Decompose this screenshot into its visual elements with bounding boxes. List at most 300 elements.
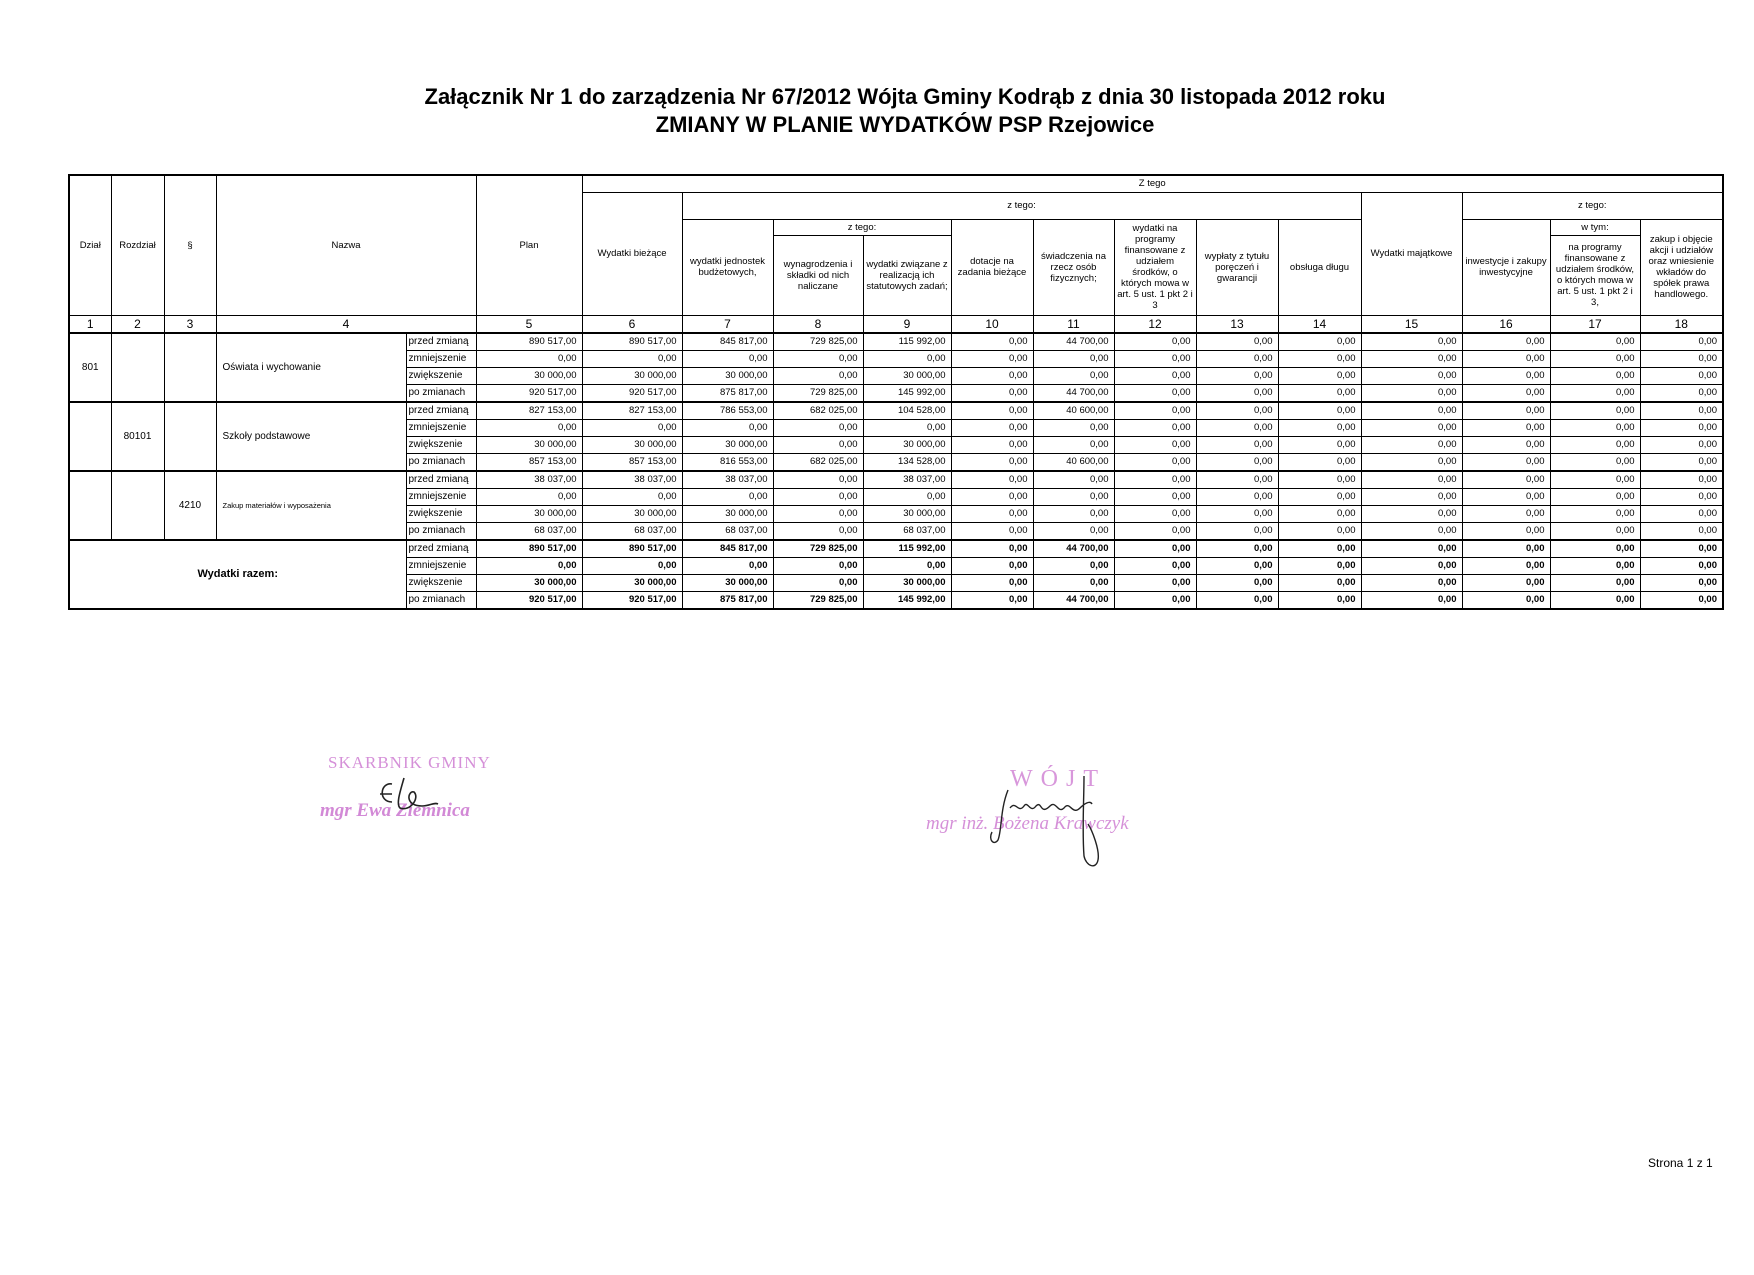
- value-cell: 0,00: [1196, 333, 1278, 351]
- value-cell: 0,00: [1033, 436, 1114, 453]
- value-cell: 0,00: [1278, 384, 1361, 402]
- value-cell: 0,00: [1361, 350, 1462, 367]
- value-cell: 890 517,00: [476, 333, 582, 351]
- value-cell: 0,00: [951, 453, 1033, 471]
- header-z-tego-mid: z tego:: [682, 192, 1361, 219]
- value-cell: 0,00: [1278, 333, 1361, 351]
- value-cell: 0,00: [951, 505, 1033, 522]
- value-cell: 0,00: [1278, 350, 1361, 367]
- value-cell: 68 037,00: [582, 522, 682, 540]
- value-cell: 0,00: [1196, 540, 1278, 558]
- value-cell: 0,00: [1114, 591, 1196, 609]
- value-cell: 0,00: [863, 350, 951, 367]
- column-number: 13: [1196, 315, 1278, 333]
- value-cell: 0,00: [1640, 574, 1723, 591]
- paragraf-cell: 4210: [164, 471, 216, 540]
- column-number: 2: [111, 315, 164, 333]
- value-cell: 0,00: [682, 419, 773, 436]
- value-cell: 40 600,00: [1033, 402, 1114, 420]
- column-number: 10: [951, 315, 1033, 333]
- row-label: zmniejszenie: [406, 488, 476, 505]
- value-cell: 0,00: [1640, 540, 1723, 558]
- value-cell: 0,00: [476, 350, 582, 367]
- value-cell: 0,00: [1033, 419, 1114, 436]
- value-cell: 30 000,00: [476, 436, 582, 453]
- value-cell: 682 025,00: [773, 402, 863, 420]
- dzial-cell: 801: [69, 333, 111, 402]
- value-cell: 0,00: [951, 522, 1033, 540]
- value-cell: 845 817,00: [682, 540, 773, 558]
- row-label: przed zmianą: [406, 333, 476, 351]
- value-cell: 0,00: [1550, 505, 1640, 522]
- value-cell: 0,00: [951, 333, 1033, 351]
- row-label: po zmianach: [406, 522, 476, 540]
- column-number: 9: [863, 315, 951, 333]
- value-cell: 0,00: [1640, 591, 1723, 609]
- value-cell: 0,00: [1033, 367, 1114, 384]
- value-cell: 115 992,00: [863, 540, 951, 558]
- value-cell: 0,00: [1114, 505, 1196, 522]
- header-wydatki-majatkowe: Wydatki majątkowe: [1361, 192, 1462, 315]
- value-cell: 0,00: [773, 557, 863, 574]
- value-cell: 0,00: [1114, 419, 1196, 436]
- column-number: 8: [773, 315, 863, 333]
- value-cell: 0,00: [1361, 436, 1462, 453]
- value-cell: 0,00: [1361, 402, 1462, 420]
- value-cell: 729 825,00: [773, 591, 863, 609]
- wojt-signature: [980, 770, 1140, 890]
- value-cell: 0,00: [863, 419, 951, 436]
- header-plan: Plan: [476, 175, 582, 315]
- value-cell: 30 000,00: [582, 436, 682, 453]
- value-cell: 44 700,00: [1033, 540, 1114, 558]
- document-title: Załącznik Nr 1 do zarządzenia Nr 67/2012 Wójta Gminy Kodrąb z dnia 30 listopada 2012 roku: [424, 84, 1386, 109]
- value-cell: 0,00: [1196, 574, 1278, 591]
- row-label: po zmianach: [406, 591, 476, 609]
- column-number: 11: [1033, 315, 1114, 333]
- nazwa-cell: Oświata i wychowanie: [216, 333, 406, 402]
- value-cell: 0,00: [1462, 367, 1550, 384]
- value-cell: 30 000,00: [582, 367, 682, 384]
- value-cell: 0,00: [1278, 402, 1361, 420]
- header-w-tym: w tym:: [1550, 219, 1640, 235]
- value-cell: 682 025,00: [773, 453, 863, 471]
- row-label: przed zmianą: [406, 402, 476, 420]
- skarbnik-signature: [370, 772, 450, 822]
- value-cell: 920 517,00: [582, 591, 682, 609]
- wojt-stamp-title: WÓJT: [1010, 766, 1106, 792]
- value-cell: 0,00: [1278, 540, 1361, 558]
- value-cell: 0,00: [1550, 591, 1640, 609]
- value-cell: 0,00: [1640, 333, 1723, 351]
- value-cell: 0,00: [682, 350, 773, 367]
- value-cell: 0,00: [1550, 367, 1640, 384]
- value-cell: 0,00: [1278, 367, 1361, 384]
- value-cell: 0,00: [682, 488, 773, 505]
- row-label: zmniejszenie: [406, 350, 476, 367]
- header-dotacje: dotacje na zadania bieżące: [951, 219, 1033, 315]
- value-cell: 0,00: [773, 574, 863, 591]
- value-cell: 0,00: [1550, 540, 1640, 558]
- column-number: 16: [1462, 315, 1550, 333]
- value-cell: 145 992,00: [863, 384, 951, 402]
- value-cell: 30 000,00: [476, 574, 582, 591]
- value-cell: 0,00: [1462, 384, 1550, 402]
- value-cell: 0,00: [1462, 557, 1550, 574]
- table-header: [69, 175, 1723, 333]
- value-cell: 0,00: [1114, 367, 1196, 384]
- value-cell: 890 517,00: [582, 540, 682, 558]
- value-cell: 0,00: [1033, 488, 1114, 505]
- paragraf-cell: [164, 402, 216, 471]
- value-cell: 920 517,00: [476, 384, 582, 402]
- value-cell: 0,00: [1114, 453, 1196, 471]
- value-cell: 30 000,00: [863, 436, 951, 453]
- value-cell: 44 700,00: [1033, 333, 1114, 351]
- column-number: 12: [1114, 315, 1196, 333]
- value-cell: 0,00: [951, 367, 1033, 384]
- rozdzial-cell: [111, 333, 164, 402]
- value-cell: 0,00: [1550, 522, 1640, 540]
- value-cell: 0,00: [951, 557, 1033, 574]
- value-cell: 145 992,00: [863, 591, 951, 609]
- value-cell: 0,00: [1278, 419, 1361, 436]
- value-cell: 0,00: [476, 557, 582, 574]
- value-cell: 30 000,00: [476, 505, 582, 522]
- table-row: [69, 540, 1723, 558]
- value-cell: 0,00: [1462, 591, 1550, 609]
- value-cell: 0,00: [1114, 574, 1196, 591]
- wojt-stamp-name: mgr inż. Bożena Krawczyk: [926, 813, 1129, 834]
- value-cell: 0,00: [1361, 540, 1462, 558]
- value-cell: 0,00: [951, 574, 1033, 591]
- header-dzial: Dział: [69, 175, 111, 315]
- value-cell: 0,00: [1462, 522, 1550, 540]
- value-cell: 0,00: [1196, 471, 1278, 489]
- value-cell: 0,00: [1196, 488, 1278, 505]
- header-nazwa: Nazwa: [216, 175, 476, 315]
- value-cell: 0,00: [773, 488, 863, 505]
- value-cell: 0,00: [1640, 384, 1723, 402]
- value-cell: 0,00: [1550, 402, 1640, 420]
- value-cell: 30 000,00: [863, 574, 951, 591]
- column-number-row: [69, 315, 1723, 333]
- value-cell: 920 517,00: [476, 591, 582, 609]
- column-number: 7: [682, 315, 773, 333]
- value-cell: 30 000,00: [582, 574, 682, 591]
- column-number: 6: [582, 315, 682, 333]
- value-cell: 0,00: [1033, 350, 1114, 367]
- value-cell: 38 037,00: [476, 471, 582, 489]
- value-cell: 0,00: [1278, 453, 1361, 471]
- value-cell: 827 153,00: [582, 402, 682, 420]
- value-cell: 30 000,00: [682, 574, 773, 591]
- header-wydatki-zwiazane: wydatki związane z realizacją ich statutowych zadań;: [863, 235, 951, 315]
- value-cell: 0,00: [1361, 488, 1462, 505]
- nazwa-cell: Zakup materiałów i wyposażenia: [216, 471, 406, 540]
- value-cell: 0,00: [1278, 522, 1361, 540]
- page-number: Strona 1 z 1: [1648, 1156, 1713, 1170]
- value-cell: 0,00: [1361, 591, 1462, 609]
- header-zakup-akcji: zakup i objęcie akcji i udziałów oraz wniesienie wkładów do spółek prawa handlowego.: [1640, 219, 1723, 315]
- value-cell: 0,00: [1550, 471, 1640, 489]
- row-label: po zmianach: [406, 453, 476, 471]
- value-cell: 0,00: [1114, 402, 1196, 420]
- header-wydatki-jednostek: wydatki jednostek budżetowych,: [682, 219, 773, 315]
- value-cell: 0,00: [1640, 453, 1723, 471]
- skarbnik-stamp-title: SKARBNIK GMINY: [328, 753, 491, 772]
- value-cell: 0,00: [1114, 350, 1196, 367]
- value-cell: 134 528,00: [863, 453, 951, 471]
- value-cell: 857 153,00: [582, 453, 682, 471]
- skarbnik-stamp-name: mgr Ewa Ziemnica: [320, 800, 470, 821]
- value-cell: 0,00: [1196, 419, 1278, 436]
- header-wynagrodzenia: wynagrodzenia i składki od nich naliczane: [773, 235, 863, 315]
- value-cell: 104 528,00: [863, 402, 951, 420]
- document-subtitle: ZMIANY W PLANIE WYDATKÓW PSP Rzejowice: [655, 112, 1155, 137]
- value-cell: 0,00: [1640, 557, 1723, 574]
- value-cell: 68 037,00: [863, 522, 951, 540]
- value-cell: 0,00: [951, 488, 1033, 505]
- value-cell: 0,00: [1462, 333, 1550, 351]
- value-cell: 38 037,00: [582, 471, 682, 489]
- column-number: 15: [1361, 315, 1462, 333]
- value-cell: 0,00: [1033, 557, 1114, 574]
- value-cell: 0,00: [1361, 522, 1462, 540]
- value-cell: 0,00: [1462, 453, 1550, 471]
- value-cell: 0,00: [1640, 350, 1723, 367]
- expenditure-table: [68, 174, 1724, 610]
- value-cell: 40 600,00: [1033, 453, 1114, 471]
- value-cell: 0,00: [951, 471, 1033, 489]
- value-cell: 0,00: [1462, 436, 1550, 453]
- row-label: zwiększenie: [406, 367, 476, 384]
- value-cell: 0,00: [1278, 488, 1361, 505]
- value-cell: 0,00: [951, 350, 1033, 367]
- column-number: 1: [69, 315, 111, 333]
- paragraf-cell: [164, 333, 216, 402]
- value-cell: 0,00: [951, 591, 1033, 609]
- row-label: zwiększenie: [406, 505, 476, 522]
- header-z-tego-right: z tego:: [1462, 192, 1723, 219]
- value-cell: 0,00: [951, 419, 1033, 436]
- value-cell: 38 037,00: [682, 471, 773, 489]
- value-cell: 0,00: [1196, 522, 1278, 540]
- value-cell: 0,00: [1114, 522, 1196, 540]
- value-cell: 0,00: [773, 505, 863, 522]
- value-cell: 68 037,00: [476, 522, 582, 540]
- value-cell: 0,00: [773, 367, 863, 384]
- value-cell: 0,00: [1640, 419, 1723, 436]
- value-cell: 0,00: [773, 436, 863, 453]
- value-cell: 0,00: [1033, 505, 1114, 522]
- value-cell: 0,00: [1196, 557, 1278, 574]
- value-cell: 0,00: [1196, 436, 1278, 453]
- value-cell: 115 992,00: [863, 333, 951, 351]
- column-number: 5: [476, 315, 582, 333]
- value-cell: 38 037,00: [863, 471, 951, 489]
- row-label: przed zmianą: [406, 540, 476, 558]
- column-number: 14: [1278, 315, 1361, 333]
- header-programy: wydatki na programy finansowane z udziałem środków, o których mowa w art. 5 ust. 1 pkt 2 i 3: [1114, 219, 1196, 315]
- value-cell: 0,00: [1033, 522, 1114, 540]
- value-cell: 0,00: [1640, 505, 1723, 522]
- value-cell: 0,00: [773, 419, 863, 436]
- value-cell: 0,00: [1033, 471, 1114, 489]
- value-cell: 0,00: [1196, 505, 1278, 522]
- value-cell: 729 825,00: [773, 384, 863, 402]
- value-cell: 0,00: [1361, 471, 1462, 489]
- row-label: zmniejszenie: [406, 557, 476, 574]
- value-cell: 0,00: [1196, 350, 1278, 367]
- value-cell: 827 153,00: [476, 402, 582, 420]
- value-cell: 0,00: [1278, 505, 1361, 522]
- value-cell: 0,00: [1196, 384, 1278, 402]
- value-cell: 0,00: [1033, 574, 1114, 591]
- value-cell: 0,00: [1550, 333, 1640, 351]
- header-inwestycje: inwestycje i zakupy inwestycyjne: [1462, 219, 1550, 315]
- column-number: 4: [216, 315, 476, 333]
- table-row: [69, 471, 1723, 489]
- value-cell: 0,00: [1361, 367, 1462, 384]
- rozdzial-cell: [111, 471, 164, 540]
- value-cell: 0,00: [1278, 574, 1361, 591]
- value-cell: 0,00: [1550, 488, 1640, 505]
- value-cell: 0,00: [1114, 540, 1196, 558]
- value-cell: 0,00: [1361, 333, 1462, 351]
- column-number: 18: [1640, 315, 1723, 333]
- value-cell: 30 000,00: [682, 505, 773, 522]
- value-cell: 0,00: [1361, 384, 1462, 402]
- row-label: zwiększenie: [406, 436, 476, 453]
- value-cell: 0,00: [582, 488, 682, 505]
- value-cell: 0,00: [1114, 436, 1196, 453]
- value-cell: 0,00: [1550, 574, 1640, 591]
- value-cell: 0,00: [582, 419, 682, 436]
- value-cell: 44 700,00: [1033, 384, 1114, 402]
- value-cell: 0,00: [1640, 402, 1723, 420]
- value-cell: 30 000,00: [682, 436, 773, 453]
- value-cell: 0,00: [1114, 384, 1196, 402]
- value-cell: 0,00: [1462, 540, 1550, 558]
- table-row: [69, 402, 1723, 420]
- value-cell: 816 553,00: [682, 453, 773, 471]
- value-cell: 0,00: [1550, 436, 1640, 453]
- dzial-cell: [69, 402, 111, 471]
- value-cell: 0,00: [1550, 350, 1640, 367]
- value-cell: 0,00: [1640, 488, 1723, 505]
- column-number: 17: [1550, 315, 1640, 333]
- value-cell: 0,00: [1361, 574, 1462, 591]
- value-cell: 0,00: [1640, 436, 1723, 453]
- value-cell: 0,00: [1278, 557, 1361, 574]
- value-cell: 890 517,00: [582, 333, 682, 351]
- value-cell: 0,00: [1114, 557, 1196, 574]
- value-cell: 729 825,00: [773, 333, 863, 351]
- value-cell: 0,00: [951, 384, 1033, 402]
- value-cell: 0,00: [1462, 350, 1550, 367]
- value-cell: 0,00: [1462, 471, 1550, 489]
- value-cell: 30 000,00: [582, 505, 682, 522]
- header-z-tego-small: z tego:: [773, 219, 951, 235]
- value-cell: 729 825,00: [773, 540, 863, 558]
- value-cell: 920 517,00: [582, 384, 682, 402]
- value-cell: 0,00: [1196, 591, 1278, 609]
- value-cell: 30 000,00: [863, 367, 951, 384]
- value-cell: 0,00: [863, 557, 951, 574]
- value-cell: 0,00: [1361, 505, 1462, 522]
- dzial-cell: [69, 471, 111, 540]
- table-body: [69, 333, 1723, 609]
- value-cell: 0,00: [1114, 333, 1196, 351]
- value-cell: 0,00: [476, 419, 582, 436]
- header-wyplaty: wypłaty z tytułu poręczeń i gwarancji: [1196, 219, 1278, 315]
- value-cell: 0,00: [951, 402, 1033, 420]
- value-cell: 0,00: [476, 488, 582, 505]
- value-cell: 0,00: [582, 557, 682, 574]
- value-cell: 0,00: [773, 522, 863, 540]
- value-cell: 875 817,00: [682, 591, 773, 609]
- row-label: po zmianach: [406, 384, 476, 402]
- value-cell: 30 000,00: [682, 367, 773, 384]
- value-cell: 0,00: [1550, 557, 1640, 574]
- value-cell: 0,00: [582, 350, 682, 367]
- value-cell: 0,00: [1361, 419, 1462, 436]
- value-cell: 857 153,00: [476, 453, 582, 471]
- value-cell: 0,00: [1114, 471, 1196, 489]
- value-cell: 30 000,00: [476, 367, 582, 384]
- value-cell: 786 553,00: [682, 402, 773, 420]
- header-rozdzial: Rozdział: [111, 175, 164, 315]
- total-label: Wydatki razem:: [69, 540, 406, 609]
- value-cell: 0,00: [1550, 453, 1640, 471]
- value-cell: 0,00: [773, 471, 863, 489]
- value-cell: 0,00: [1462, 419, 1550, 436]
- value-cell: 0,00: [1462, 574, 1550, 591]
- value-cell: 0,00: [1361, 453, 1462, 471]
- value-cell: 0,00: [1196, 453, 1278, 471]
- column-number: 3: [164, 315, 216, 333]
- value-cell: 845 817,00: [682, 333, 773, 351]
- value-cell: 0,00: [951, 540, 1033, 558]
- nazwa-cell: Szkoły podstawowe: [216, 402, 406, 471]
- value-cell: 0,00: [682, 557, 773, 574]
- value-cell: 0,00: [1196, 402, 1278, 420]
- header-swiadczenia: świadczenia na rzecz osób fizycznych;: [1033, 219, 1114, 315]
- value-cell: 0,00: [1640, 522, 1723, 540]
- header-paragraf: §: [164, 175, 216, 315]
- value-cell: 0,00: [863, 488, 951, 505]
- header-z-tego: Z tego: [582, 175, 1723, 192]
- value-cell: 44 700,00: [1033, 591, 1114, 609]
- value-cell: 0,00: [1114, 488, 1196, 505]
- table-row: [69, 333, 1723, 351]
- value-cell: 875 817,00: [682, 384, 773, 402]
- header-programy2: na programy finansowane z udziałem środków, o których mowa w art. 5 ust. 1 pkt 2 i 3,: [1550, 235, 1640, 315]
- value-cell: 0,00: [1196, 367, 1278, 384]
- value-cell: 0,00: [1550, 419, 1640, 436]
- row-label: zmniejszenie: [406, 419, 476, 436]
- value-cell: 890 517,00: [476, 540, 582, 558]
- value-cell: 0,00: [1462, 505, 1550, 522]
- value-cell: 68 037,00: [682, 522, 773, 540]
- header-obsluga: obsługa długu: [1278, 219, 1361, 315]
- value-cell: 0,00: [1278, 471, 1361, 489]
- value-cell: 0,00: [951, 436, 1033, 453]
- value-cell: 30 000,00: [863, 505, 951, 522]
- value-cell: 0,00: [1640, 471, 1723, 489]
- value-cell: 0,00: [773, 350, 863, 367]
